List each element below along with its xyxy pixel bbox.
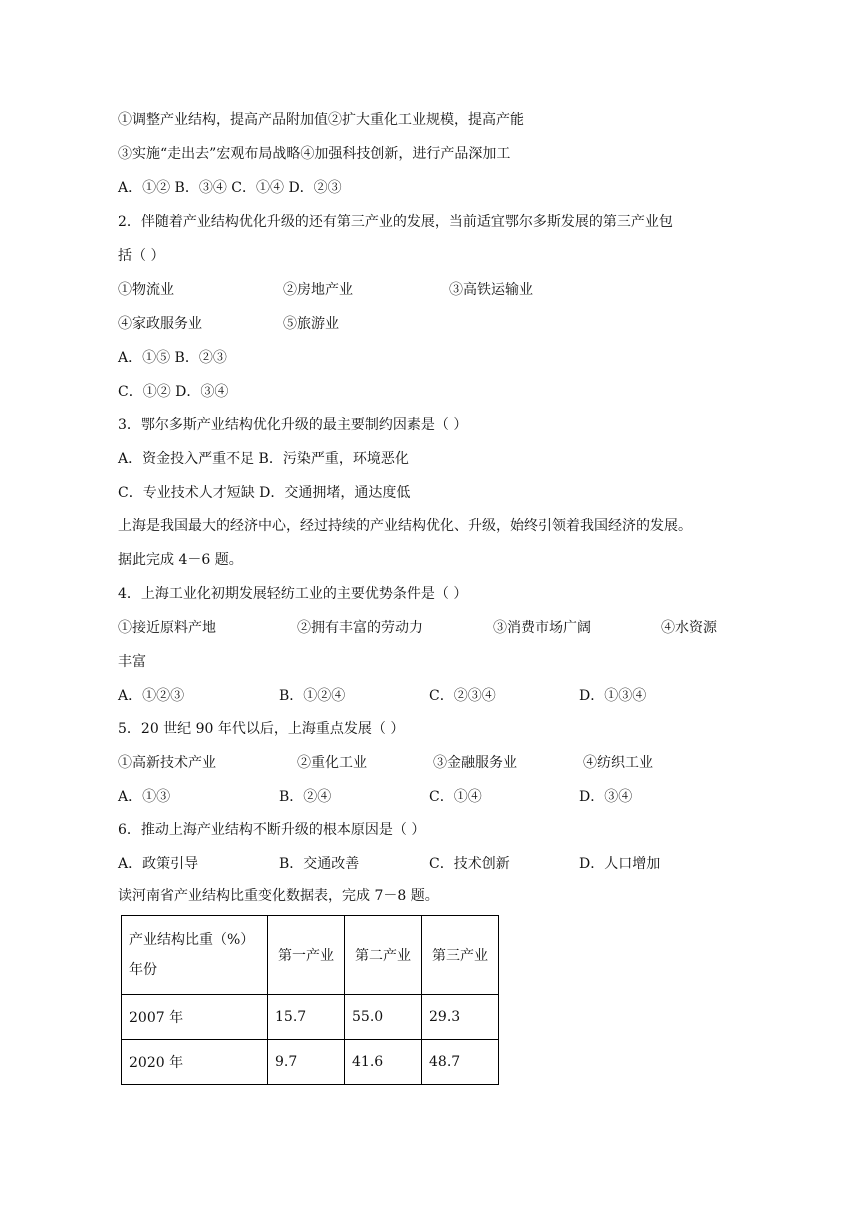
q3-answers-2: C．专业技术人才短缺 D．交通拥堵，通达度低 [118,485,411,501]
q5-option-2: ②重化工业 [297,755,367,771]
q4-stem: 4．上海工业化初期发展轻纺工业的主要优势条件是（ ） [118,586,468,602]
table-corner-header [122,916,268,995]
table-cell: 15.7 [268,995,345,1040]
q4-option-4: ④水资源 [661,620,717,636]
q5-answer-b: B．②④ [279,789,332,805]
q2-option-1: ①物流业 [118,282,174,298]
industry-structure-table [121,915,499,1085]
q5-option-1: ①高新技术产业 [118,755,216,771]
q4-answer-a: A．①②③ [118,688,185,704]
q6-answer-c: C．技术创新 [429,856,510,872]
table-row [122,1040,499,1085]
q5-answer-c: C．①④ [429,789,482,805]
table-col-secondary: 第二产业 [345,916,422,995]
table-cell-year: 2020 年 [122,1040,268,1085]
q4-answer-b: B．①②④ [279,688,346,704]
q5-answer-d: D．③④ [579,789,633,805]
q2-stem: 2．伴随着产业结构优化升级的还有第三产业的发展，当前适宜鄂尔多斯发展的第三产业包 [118,214,673,230]
q2-option-3: ③高铁运输业 [449,282,533,298]
passage-shanghai-cont: 据此完成 4－6 题。 [118,552,243,568]
table-col-primary: 第一产业 [268,916,345,995]
table-cell: 29.3 [422,995,499,1040]
table-cell: 55.0 [345,995,422,1040]
q6-answer-d: D．人口增加 [579,856,661,872]
table-intro: 读河南省产业结构比重变化数据表，完成 7－8 题。 [118,888,439,904]
q6-stem: 6．推动上海产业结构不断升级的根本原因是（ ） [118,822,426,838]
q5-answer-a: A．①③ [118,789,171,805]
q5-option-4: ④纺织工业 [583,755,653,771]
q6-answer-b: B．交通改善 [279,856,360,872]
table-cell: 9.7 [268,1040,345,1085]
q5-stem: 5．20 世纪 90 年代以后，上海重点发展（ ） [118,721,405,737]
q1-answers: A．①② B．③④ C．①④ D．②③ [118,180,342,196]
table-cell-year: 2007 年 [122,995,268,1040]
table-cell: 41.6 [345,1040,422,1085]
q2-option-4: ④家政服务业 [118,316,202,332]
q3-stem: 3．鄂尔多斯产业结构优化升级的最主要制约因素是（ ） [118,417,468,433]
table-col-tertiary: 第三产业 [422,916,499,995]
q5-option-3: ③金融服务业 [433,755,517,771]
q2-answers-2: C．①② D．③④ [118,384,229,400]
table-header-row [122,916,499,995]
q3-answers-1: A．资金投入严重不足 B．污染严重，环境恶化 [118,451,409,467]
q2-answers-1: A．①⑤ B．②③ [118,350,227,366]
q1-option-line-1: ①调整产业结构，提高产品附加值②扩大重化工业规模，提高产能 [118,112,524,128]
q2-option-2: ②房地产业 [283,282,353,298]
table-row [122,995,499,1040]
q6-answer-a: A．政策引导 [118,856,199,872]
q4-option-2: ②拥有丰富的劳动力 [297,620,423,636]
table-cell: 48.7 [422,1040,499,1085]
q4-option-1: ①接近原料产地 [118,620,216,636]
q4-option-4-cont: 丰富 [118,654,146,670]
passage-shanghai: 上海是我国最大的经济中心，经过持续的产业结构优化、升级，始终引领着我国经济的发展。 [118,518,692,534]
table-header-top: 产业结构比重（%） [129,932,255,948]
q2-stem-cont: 括（ ） [118,248,165,264]
q4-answer-c: C．②③④ [429,688,496,704]
table-header-bottom: 年份 [129,962,157,978]
q1-option-line-2: ③实施“走出去”宏观布局战略④加强科技创新，进行产品深加工 [118,146,511,162]
q4-option-3: ③消费市场广阔 [493,620,591,636]
q2-option-5: ⑤旅游业 [283,316,339,332]
q4-answer-d: D．①③④ [579,688,647,704]
